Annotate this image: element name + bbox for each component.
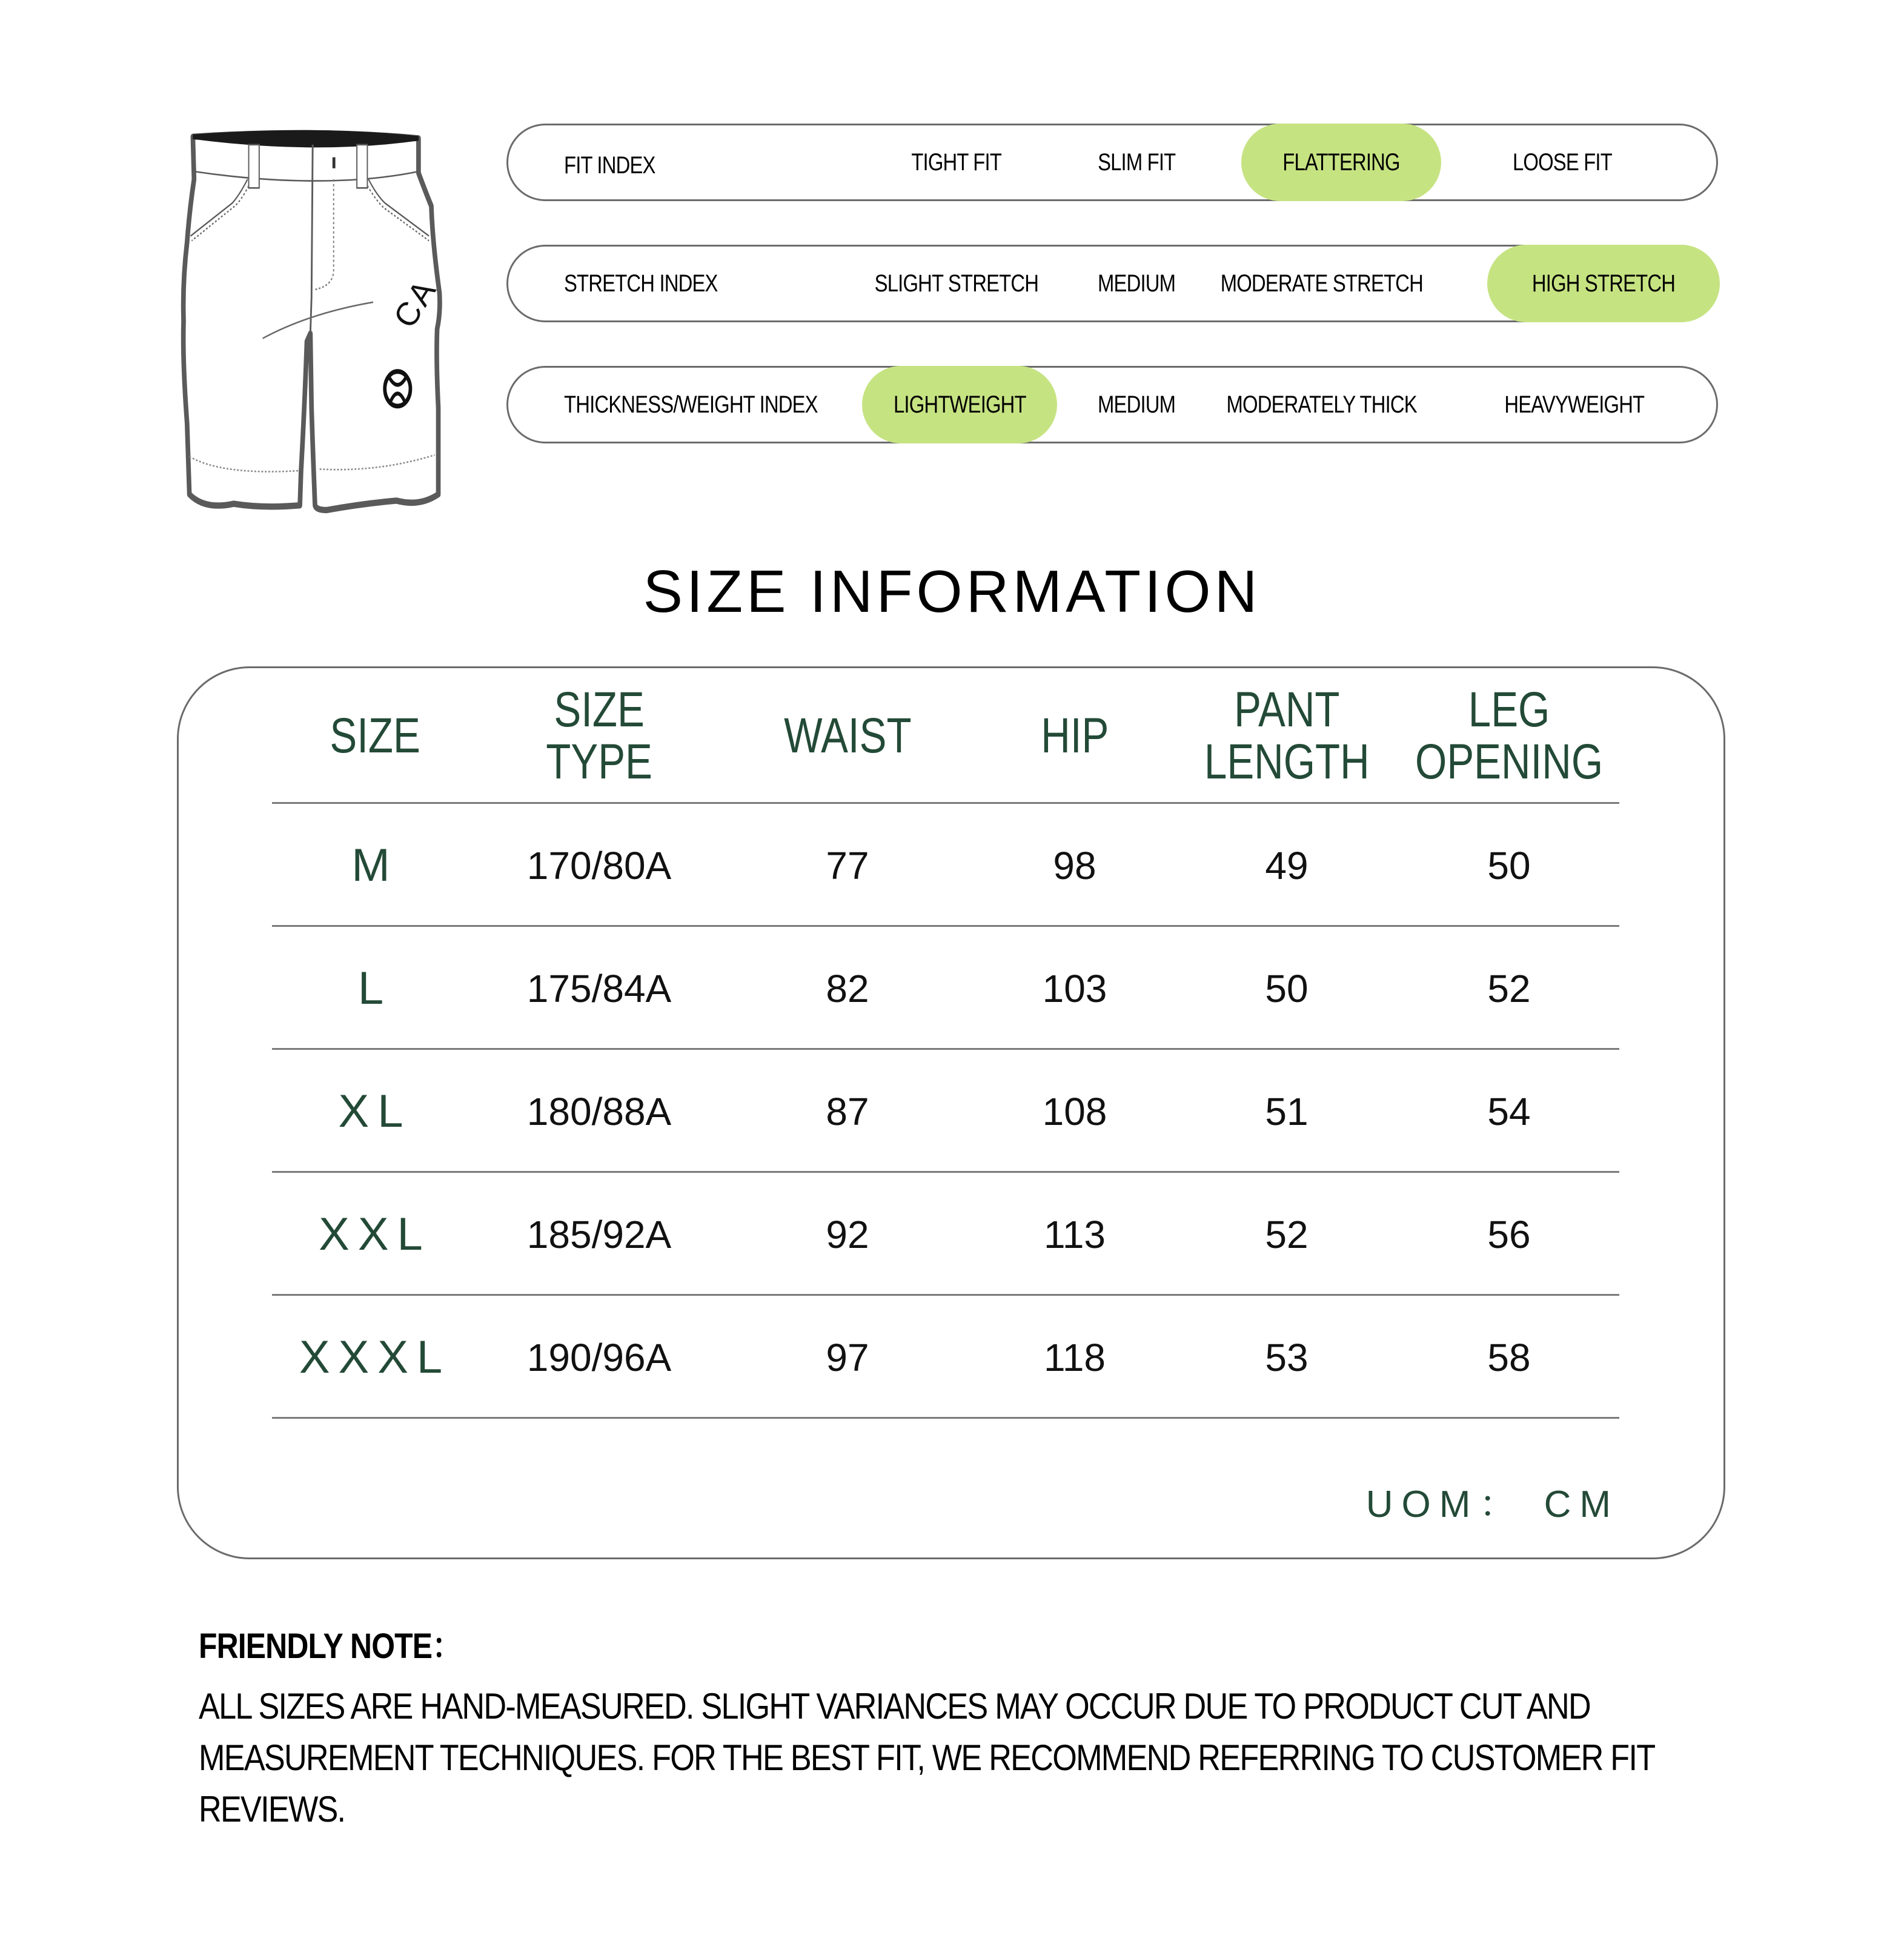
fit-option-loose-fit: LOOSE FIT	[1513, 148, 1612, 176]
cell-pant-length: 51	[1265, 1089, 1309, 1133]
cell-size: XXXL	[299, 1332, 451, 1383]
header-leg-opening: LEG OPENING	[1415, 682, 1604, 789]
thickness-option-lightweight: LIGHTWEIGHT	[862, 366, 1057, 443]
header-waist: WAIST	[783, 708, 912, 763]
fit-index-label: FIT INDEX	[564, 151, 655, 179]
thickness-index-row	[506, 366, 1718, 443]
brand-logo-text: CA	[386, 272, 445, 334]
cell-size: L	[357, 963, 393, 1014]
cell-pant-length: 53	[1265, 1335, 1309, 1379]
cell-size: XXL	[319, 1209, 431, 1260]
table-row	[272, 927, 1619, 1050]
fit-index-row	[506, 124, 1718, 201]
thickness-option-moderately-thick: MODERATELY THICK	[1226, 391, 1418, 418]
header-size-type: SIZE TYPE	[546, 682, 652, 789]
cell-hip: 98	[1053, 843, 1096, 887]
table-row	[272, 1296, 1619, 1419]
cell-leg-opening: 56	[1487, 1212, 1531, 1256]
cell-size-type: 180/88A	[526, 1089, 672, 1133]
cell-size-type: 170/80A	[526, 843, 672, 887]
cell-hip: 113	[1043, 1212, 1106, 1256]
size-table-card	[177, 666, 1725, 1559]
cell-waist: 77	[826, 843, 869, 887]
size-table	[272, 668, 1619, 1419]
cell-waist: 82	[826, 966, 869, 1010]
thickness-index-label: THICKNESS/WEIGHT INDEX	[564, 391, 818, 418]
cell-leg-opening: 52	[1487, 966, 1531, 1010]
header-size: SIZE	[330, 708, 420, 763]
header-hip: HIP	[1040, 708, 1109, 763]
thickness-option-heavyweight: HEAVYWEIGHT	[1504, 391, 1645, 418]
cell-leg-opening: 54	[1487, 1089, 1531, 1133]
cell-leg-opening: 58	[1487, 1335, 1531, 1379]
cell-size-type: 185/92A	[526, 1212, 672, 1256]
friendly-note	[199, 1617, 1750, 1835]
table-body	[272, 804, 1619, 1419]
cell-hip: 103	[1042, 966, 1107, 1010]
cell-size: M	[351, 840, 399, 891]
cell-size-type: 175/84A	[526, 966, 672, 1010]
note-body: ALL SIZES ARE HAND-MEASURED. SLIGHT VARIANCES MAY OCCUR DUE TO PRODUCT CUT AND MEASUREMENT TECHNIQUES. FOR THE BEST FIT, WE RECOMMEND REFERRING TO CUSTOMER FIT REVIEWS.	[199, 1686, 1654, 1829]
cell-hip: 108	[1042, 1089, 1107, 1133]
table-header	[272, 668, 1619, 804]
cell-pant-length: 50	[1265, 966, 1309, 1010]
stretch-index-row	[506, 245, 1718, 322]
cell-leg-opening: 50	[1487, 843, 1531, 887]
cell-size-type: 190/96A	[526, 1335, 672, 1379]
stretch-option-moderate: MODERATE STRETCH	[1220, 270, 1424, 297]
cell-waist: 97	[826, 1335, 869, 1379]
note-title: FRIENDLY NOTE：	[199, 1627, 462, 1666]
stretch-option-medium: MEDIUM	[1097, 270, 1176, 297]
shorts-illustration	[170, 124, 460, 518]
cell-waist: 87	[826, 1089, 869, 1133]
table-row	[272, 1050, 1619, 1173]
unit-of-measure: UOM： CM	[1365, 1484, 1619, 1525]
cell-pant-length: 49	[1265, 843, 1309, 887]
cell-size: XL	[338, 1086, 412, 1137]
cell-waist: 92	[826, 1212, 869, 1256]
thickness-option-medium: MEDIUM	[1097, 391, 1176, 418]
table-row	[272, 804, 1619, 927]
section-title: SIZE INFORMATION	[643, 558, 1261, 625]
fit-option-tight-fit: TIGHT FIT	[911, 148, 1002, 176]
cell-pant-length: 52	[1265, 1212, 1309, 1256]
header-pant-length: PANT LENGTH	[1204, 682, 1370, 789]
fit-option-flattering: FLATTERING	[1241, 124, 1441, 201]
stretch-index-label: STRETCH INDEX	[564, 270, 718, 297]
stretch-option-high: HIGH STRETCH	[1487, 245, 1720, 322]
cell-hip: 118	[1043, 1335, 1106, 1379]
stretch-option-slight: SLIGHT STRETCH	[874, 270, 1039, 297]
table-row	[272, 1173, 1619, 1296]
fit-option-slim-fit: SLIM FIT	[1097, 148, 1176, 176]
